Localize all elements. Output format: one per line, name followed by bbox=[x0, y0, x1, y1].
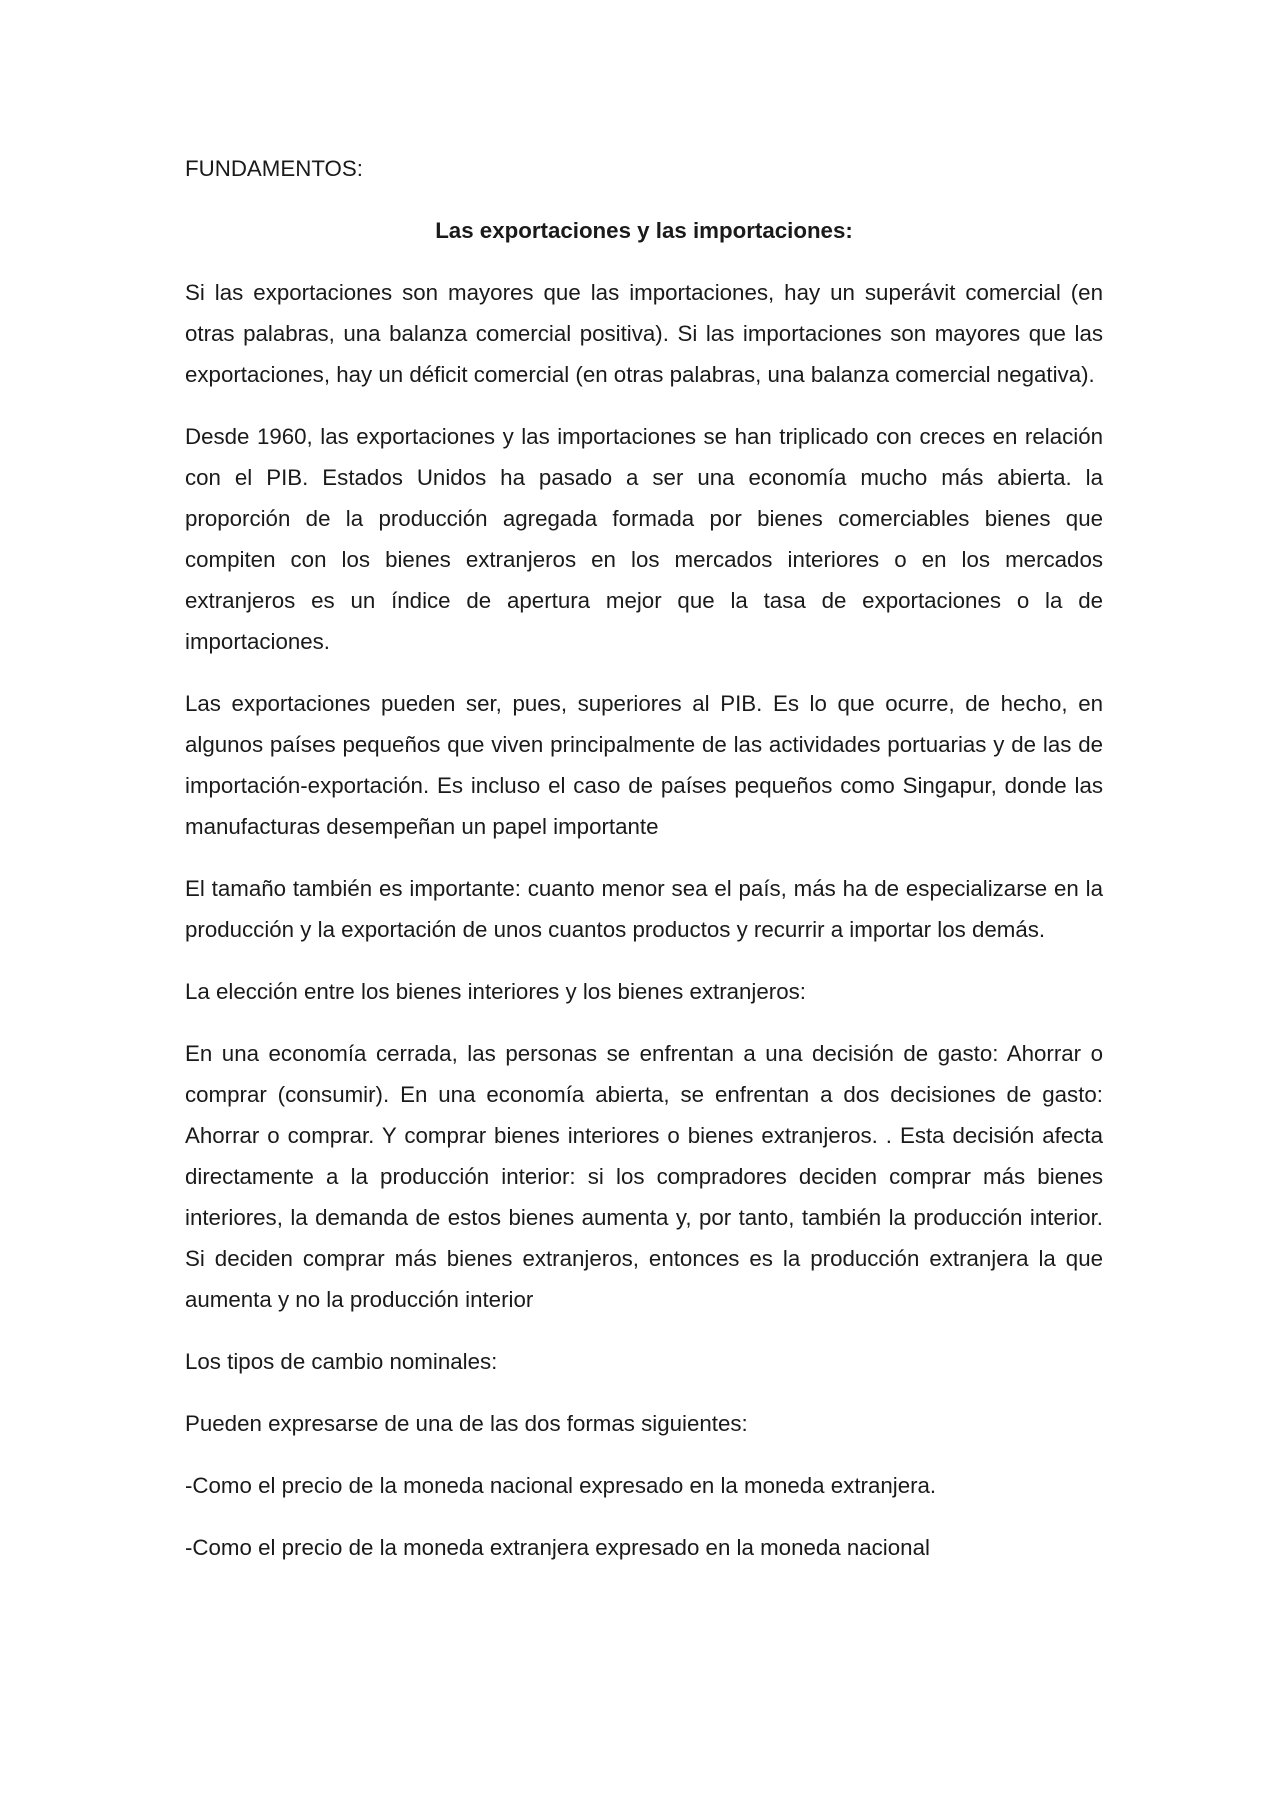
paragraph-since-1960: Desde 1960, las exportaciones y las importaciones se han triplicado con creces en relación con el PIB. Estados Unidos ha pasado a ser una economía mucho más abierta. la proporción de la producción agregada formada por bienes comerciables bienes que compiten con los bienes extranjeros en los mercados interiores o en los mercados extranjeros es un índice de apertura mejor que la tasa de exportaciones o la de importaciones. bbox=[185, 424, 1103, 654]
subheading-goods-choice: La elección entre los bienes interiores y los bienes extranjeros: bbox=[185, 979, 806, 1004]
paragraph-closed-open-economy: En una economía cerrada, las personas se enfrentan a una decisión de gasto: Ahorrar o comprar (consumir). En una economía abierta, se enfrentan a dos decisiones de gasto: Ahorrar o comprar. Y comprar bienes interiores o bienes extranjeros. . Esta decisión afecta directamente a la producción interior: si los compradores deciden comprar más bienes interiores, la demanda de estos bienes aumenta y, por tanto, también la producción interior. Si deciden comprar más bienes extranjeros, entonces es la producción extranjera la que aumenta y no la producción interior bbox=[185, 1041, 1103, 1312]
paragraph-trade-balance: Si las exportaciones son mayores que las importaciones, hay un superávit comercial (en otras palabras, una balanza comercial positiva). Si las importaciones son mayores que las exportaciones, hay un déficit comercial (en otras palabras, una balanza comercial negativa). bbox=[185, 280, 1103, 387]
list-item-domestic-currency: -Como el precio de la moneda nacional expresado en la moneda extranjera. bbox=[185, 1473, 937, 1498]
document-page bbox=[185, 148, 1103, 1589]
subheading-exchange-rates: Los tipos de cambio nominales: bbox=[185, 1349, 498, 1374]
paragraph-country-size: El tamaño también es importante: cuanto menor sea el país, más ha de especializarse en la producción y la exportación de unos cuantos productos y recurrir a importar los demás. bbox=[185, 876, 1103, 942]
list-item-foreign-currency: -Como el precio de la moneda extranjera expresado en la moneda nacional bbox=[185, 1535, 930, 1560]
section-label: FUNDAMENTOS: bbox=[185, 156, 363, 181]
paragraph-exports-gdp: Las exportaciones pueden ser, pues, superiores al PIB. Es lo que ocurre, de hecho, en algunos países pequeños que viven principalmente de las actividades portuarias y de las de importación-exportación. Es incluso el caso de países pequeños como Singapur, donde las manufacturas desempeñan un papel importante bbox=[185, 691, 1103, 839]
section-title: Las exportaciones y las importaciones: bbox=[435, 218, 853, 243]
paragraph-two-forms: Pueden expresarse de una de las dos formas siguientes: bbox=[185, 1411, 748, 1436]
